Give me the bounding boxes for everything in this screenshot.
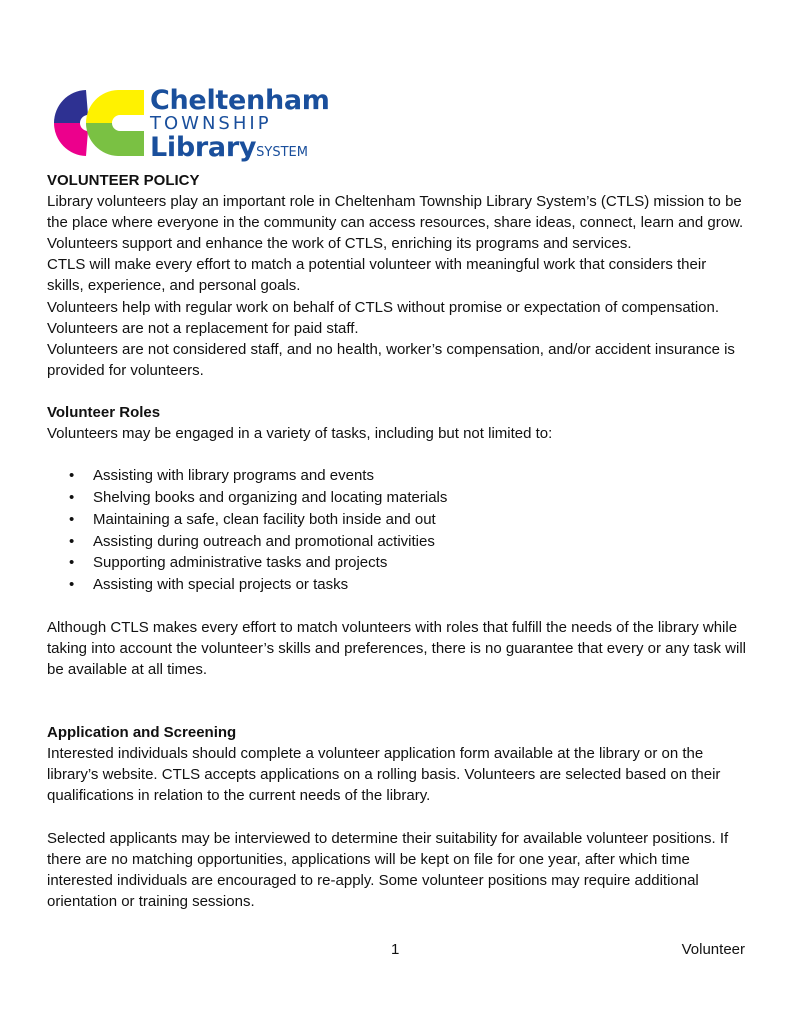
section-heading-application: Application and Screening <box>47 724 237 742</box>
roles-list <box>47 465 747 596</box>
list-item: • Maintaining a safe, clean facility both inside and out <box>47 509 747 531</box>
application-paragraph: Selected applicants may be interviewed to determine their suitability for available volunteer positions. If there are no matching opportunities, applications will be kept on file for one year, after which time interested individuals are encouraged to re-apply. Some volunteer positions may require additional orientation or training sessions. <box>47 829 729 910</box>
list-item: • Assisting with library programs and events <box>47 465 747 487</box>
intro-paragraph: Volunteers are not considered staff, and no health, worker’s compensation, and/or accident insurance is provided for volunteers. <box>47 340 735 379</box>
document-title: VOLUNTEER POLICY <box>47 172 200 189</box>
logo-wordmark <box>150 86 330 167</box>
intro-paragraph: CTLS will make every effort to match a potential volunteer with meaningful work that considers their skills, experience, and personal goals. <box>47 256 707 295</box>
policy-document <box>47 170 747 912</box>
page-number: 1 <box>391 941 400 958</box>
spacer <box>47 680 747 722</box>
logo-line-library <box>150 134 330 167</box>
logo-mark-icon <box>52 86 148 160</box>
logo-system-word: SYSTEM <box>256 145 308 160</box>
spacer <box>47 381 747 402</box>
intro-paragraph: Volunteers are not a replacement for paid staff. <box>47 319 359 337</box>
list-item: • Assisting with special projects or tasks <box>47 574 747 596</box>
list-item: • Supporting administrative tasks and projects <box>47 552 747 574</box>
footer-label: Volunteer <box>681 941 745 958</box>
intro-paragraph: Volunteers help with regular work on behalf of CTLS without promise or expectation of compensation. <box>47 298 720 316</box>
logo-library-word: Library <box>150 132 257 163</box>
spacer <box>47 444 747 465</box>
section-heading-roles: Volunteer Roles <box>47 403 161 421</box>
list-item: • Shelving books and organizing and locating materials <box>47 487 747 509</box>
logo-line-township: TOWNSHIP <box>150 113 272 134</box>
spacer <box>47 596 747 617</box>
application-paragraph: Interested individuals should complete a volunteer application form available at the library or on the library’s website. CTLS accepts applications on a rolling basis. Volunteers are selected based on their qualifications in relation to the current needs of the library. <box>47 745 721 805</box>
spacer <box>47 807 747 828</box>
logo-line-cheltenham: Cheltenham <box>150 85 330 116</box>
roles-intro: Volunteers may be engaged in a variety of tasks, including but not limited to: <box>47 425 553 443</box>
list-item: • Assisting during outreach and promotional activities <box>47 531 747 553</box>
roles-note: Although CTLS makes every effort to match volunteers with roles that fulfill the needs of the library while taking into account the volunteer’s skills and preferences, there is no guarantee that every or any task will be available at all times. <box>47 618 747 679</box>
intro-paragraph: Library volunteers play an important role in Cheltenham Township Library System’s (CTLS) mission to be the place where everyone in the community can access resources, share ideas, connect, learn and grow. Volunteers support and enhance the work of CTLS, enriching its programs and services. <box>47 193 744 253</box>
